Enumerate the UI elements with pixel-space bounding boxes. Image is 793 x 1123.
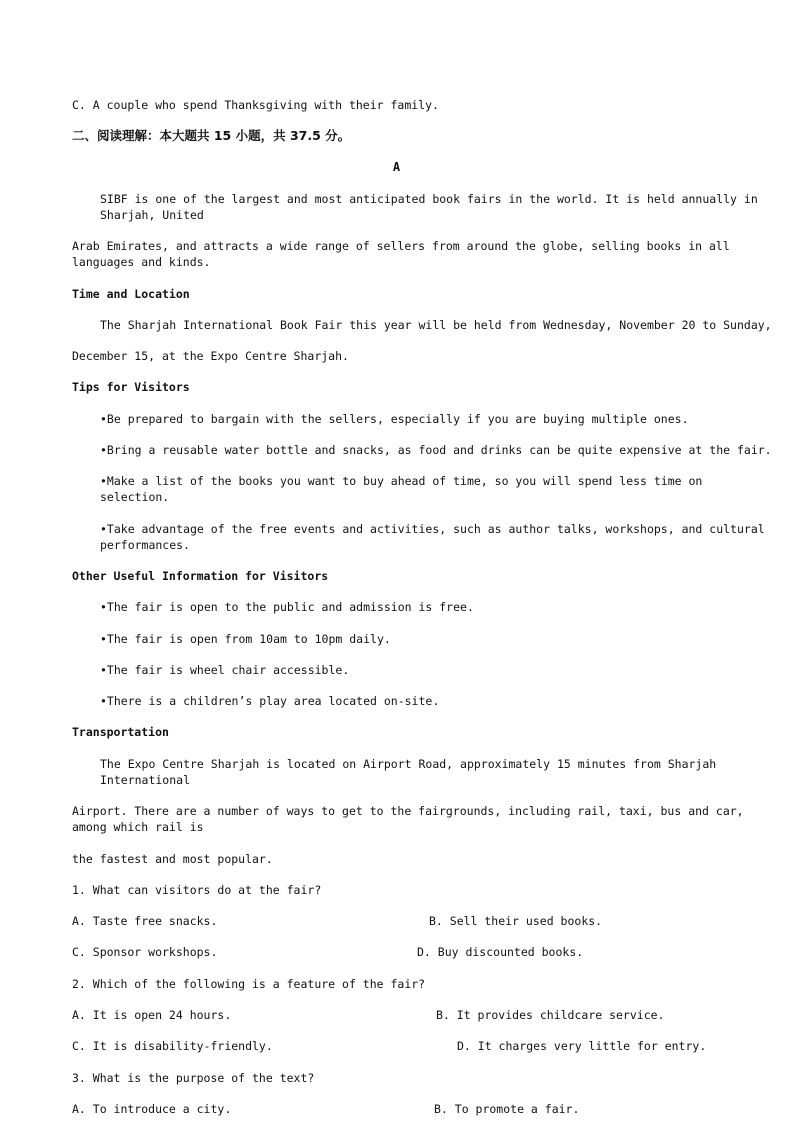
question-1-option-b: B. Sell their used books. — [429, 914, 603, 928]
question-2-stem: 2. Which of the following is a feature of the fair? — [72, 977, 426, 991]
question-3-option-a: A. To introduce a city. — [72, 1102, 232, 1116]
question-2-option-c: C. It is disability-friendly. — [72, 1039, 273, 1053]
question-2-option-b: B. It provides childcare service. — [436, 1008, 665, 1022]
time-line-2: December 15, at the Expo Centre Sharjah. — [72, 349, 349, 363]
info-item: •The fair is open to the public and admission is free. — [100, 600, 474, 614]
info-item: •The fair is wheel chair accessible. — [100, 663, 350, 677]
info-item: •There is a children’s play area located on-site. — [100, 694, 440, 708]
transport-line-4: among which rail is — [72, 820, 204, 834]
question-1-option-d: D. Buy discounted books. — [417, 945, 584, 959]
time-location-heading: Time and Location — [72, 287, 190, 301]
transport-line-1: The Expo Centre Sharjah is located on Airport Road, approximately 15 minutes from Sharjah — [100, 757, 717, 771]
question-1-stem: 1. What can visitors do at the fair? — [72, 883, 322, 897]
tip-item: •Make a list of the books you want to buy ahead of time, so you will spend less time on selection. — [100, 474, 703, 504]
question-3-option-b: B. To promote a fair. — [434, 1102, 580, 1116]
question-2-option-a: A. It is open 24 hours. — [72, 1008, 232, 1022]
question-1-option-a: A. Taste free snacks. — [72, 914, 218, 928]
tip-item: •Be prepared to bargain with the sellers, especially if you are buying multiple ones. — [100, 412, 689, 426]
time-line-1: The Sharjah International Book Fair this year will be held from Wednesday, November 20 to Sunday, — [100, 318, 772, 332]
intro-line-4: languages and kinds. — [72, 255, 211, 269]
intro-line-3: Arab Emirates, and attracts a wide range of sellers from around the globe, selling books in all — [72, 239, 730, 253]
previous-question-option-c: C. A couple who spend Thanksgiving with their family. — [72, 98, 439, 112]
info-item: •The fair is open from 10am to 10pm daily. — [100, 632, 391, 646]
intro-line-2: Sharjah, United — [100, 208, 204, 222]
transport-line-2: International — [100, 773, 191, 787]
info-heading: Other Useful Information for Visitors — [72, 569, 329, 583]
tip-item: •Bring a reusable water bottle and snacks, as food and drinks can be quite expensive at the fair. — [100, 443, 772, 457]
question-1-option-c: C. Sponsor workshops. — [72, 945, 218, 959]
section-heading: 二、阅读理解：本大题共 15 小题，共 37.5 分。 — [72, 128, 351, 143]
question-3-stem: 3. What is the purpose of the text? — [72, 1071, 315, 1085]
passage-label: A — [392, 160, 401, 174]
transportation-heading: Transportation — [72, 725, 169, 739]
question-2-option-d: D. It charges very little for entry. — [457, 1039, 707, 1053]
tip-item: •Take advantage of the free events and activities, such as author talks, workshops, and cultural performances. — [100, 522, 765, 552]
transport-line-3: Airport. There are a number of ways to get to the fairgrounds, including rail, taxi, bus and car, — [72, 804, 744, 818]
intro-line-1: SIBF is one of the largest and most anticipated book fairs in the world. It is held annually in — [100, 192, 758, 206]
transport-line-5: the fastest and most popular. — [72, 852, 273, 866]
tips-heading: Tips for Visitors — [72, 380, 190, 394]
